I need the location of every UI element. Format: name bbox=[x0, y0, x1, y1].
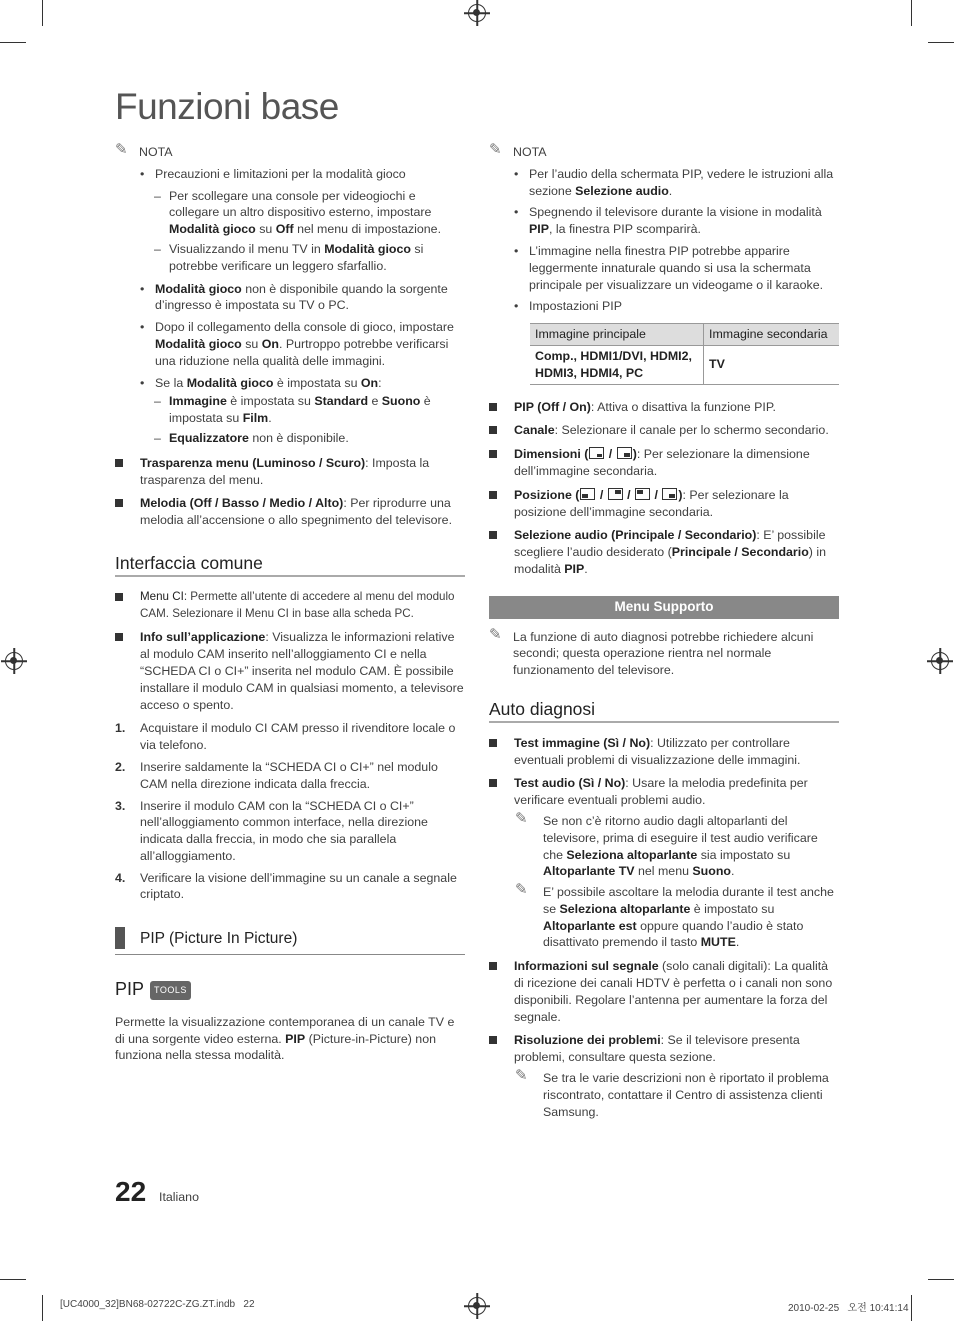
table-header-cell: Immagine principale bbox=[530, 324, 704, 346]
right-column bbox=[489, 141, 839, 1124]
registration-mark-icon bbox=[931, 652, 949, 670]
menu-option: Trasparenza menu (Luminoso / Scuro): Imposta la trasparenza del menu. bbox=[115, 455, 465, 489]
section-heading: Auto diagnosi bbox=[489, 701, 839, 723]
table-cell: Comp., HDMI1/DVI, HDMI2, HDMI3, HDMI4, PC bbox=[530, 345, 704, 384]
table-header-row bbox=[530, 324, 839, 346]
language-label: Italiano bbox=[159, 1190, 199, 1204]
print-timestamp: 2010-02-25 오전 10:41:14 bbox=[788, 1303, 909, 1314]
bullet-item: • Modalità gioco non è disponibile quando la sorgente d’ingresso è impostata su TV o PC. bbox=[115, 281, 465, 315]
size-small-icon bbox=[589, 447, 604, 459]
menu-option: Dimensioni ( / ): Per selezionare la dimensione dell’immagine secondaria. bbox=[489, 446, 839, 480]
note-heading: ✎ NOTA bbox=[115, 141, 173, 159]
file-info: [UC4000_32]BN68-02722C-ZG.ZT.indb 22 bbox=[60, 1299, 255, 1310]
bullet-item: • Se la Modalità gioco è impostata su On: bbox=[115, 375, 465, 392]
menu-option: Test audio (Sì / No): Usare la melodia predefinita per verificare eventuali problemi audio. bbox=[489, 775, 839, 809]
note-item: ✎ Se tra le varie descrizioni non è riportato il problema riscontrato, contattare il Centro di assistenza clienti Samsung. bbox=[515, 1067, 829, 1119]
page-title: Funzioni base bbox=[115, 86, 339, 127]
step-item: 3. Inserire il modulo CAM con la “SCHEDA CI o CI+” nell’alloggiamento common interface, nella direzione indicata dalla freccia, in modo che sia parallela all’alloggiamento. bbox=[115, 798, 428, 863]
bullet-item: • L’immagine nella finestra PIP potrebbe apparire leggermente innaturale quando si usa la schermata principale per visualizzare un videogame o il karaoke. bbox=[489, 243, 839, 293]
crop-mark bbox=[911, 1295, 912, 1321]
menu-option: Info sull’applicazione: Visualizza le informazioni relative al modulo CAM inserito nell’alloggiamento CI e nella “SCHEDA CI o CI+” inserita nel modulo CAM. È possibile installare il modulo CAM in qualsiasi momento, a televisore acceso o spento. bbox=[115, 629, 465, 713]
crop-mark bbox=[0, 42, 26, 43]
left-column bbox=[115, 141, 465, 1064]
menu-option: Selezione audio (Principale / Secondario): E’ possibile scegliere l’audio desiderato (Principale / Secondario) in modalità PIP. bbox=[489, 527, 839, 577]
pencil-icon: ✎ bbox=[489, 141, 502, 158]
bullet-item: • Impostazioni PIP bbox=[489, 298, 839, 315]
registration-mark-icon bbox=[5, 652, 23, 670]
menu-option: Informazioni sul segnale (solo canali digitali): La qualità di ricezione dei canali HDTV è perfetta o i canali non sono disponibili. Regolare l’antenna per aumentare la forza del segnale. bbox=[489, 958, 839, 1025]
crop-mark bbox=[0, 1279, 26, 1280]
pencil-icon: ✎ bbox=[515, 1067, 528, 1085]
dash-item: – Per scollegare una console per videogiochi e collegare un altro dispositivo esterno, impostare Modalità gioco su Off nel menu di impostazione. bbox=[115, 188, 465, 238]
position-bottom-left-icon bbox=[580, 488, 595, 500]
crop-mark bbox=[42, 0, 43, 26]
crop-mark bbox=[911, 0, 912, 26]
dash-item: – Equalizzatore non è disponibile. bbox=[115, 430, 465, 447]
note-heading: ✎ NOTA bbox=[489, 141, 547, 159]
menu-option: Risoluzione dei problemi: Se il televisore presenta problemi, consultare questa sezione. bbox=[489, 1032, 839, 1066]
page-number: 22 bbox=[115, 1176, 147, 1207]
registration-mark-icon bbox=[468, 1297, 486, 1315]
step-item: 1. Acquistare il modulo CI CAM presso il rivenditore locale o via telefono. bbox=[115, 721, 456, 753]
pip-settings-table bbox=[530, 323, 839, 384]
bullet-item: • Precauzioni e limitazioni per la modalità gioco bbox=[115, 166, 465, 183]
section-heading: Interfaccia comune bbox=[115, 555, 465, 577]
pip-description: Permette la visualizzazione contemporanea di un canale TV e di una sorgente video esterna. PIP (Picture-in-Picture) non funziona nella stessa modalità. bbox=[115, 1014, 455, 1063]
note-item: ✎ Se non c’è ritorno audio dagli altoparlanti del televisore, prima di eseguire il test audio verificare che Seleziona altoparlante sia impostato su Altoparlante TV nel menu Suono. bbox=[515, 809, 818, 879]
menu-option: Menu CI: Permette all’utente di accedere al menu del modulo CAM. Selezionare il Menu CI in base alla scheda PC. bbox=[115, 589, 465, 623]
pencil-icon: ✎ bbox=[515, 809, 528, 827]
table-row bbox=[530, 345, 839, 384]
step-item: 4. Verificare la visione dell’immagine su un canale a segnale criptato. bbox=[115, 870, 457, 902]
crop-mark bbox=[42, 1295, 43, 1321]
step-item: 2. Inserire saldamente la “SCHEDA CI o CI+” nel modulo CAM nella direzione indicata dalla freccia. bbox=[115, 759, 438, 791]
note-item: ✎ E’ possibile ascoltare la melodia durante il test anche se Seleziona altoparlante è impostato su Altoparlante est oppure quando l’audio è stato disattivato premendo il tasto MUTE. bbox=[515, 881, 834, 950]
crop-mark bbox=[928, 42, 954, 43]
pip-heading: PIP TOOLS bbox=[115, 981, 465, 1000]
size-large-icon bbox=[617, 447, 632, 459]
bullet-item: • Per l’audio della schermata PIP, vedere le istruzioni alla sezione Selezione audio. bbox=[489, 166, 839, 200]
registration-mark-icon bbox=[468, 4, 486, 22]
position-top-right-icon bbox=[608, 488, 623, 500]
menu-option: Posizione ( / / / ): Per selezionare la posizione dell’immagine secondaria. bbox=[489, 487, 839, 521]
tools-badge: TOOLS bbox=[150, 981, 191, 1000]
dash-item: – Immagine è impostata su Standard e Suono è impostata su Film. bbox=[115, 393, 465, 427]
crop-mark bbox=[928, 1279, 954, 1280]
position-top-left-icon bbox=[635, 488, 650, 500]
menu-option: PIP (Off / On): Attiva o disattiva la funzione PIP. bbox=[489, 399, 839, 416]
pencil-icon: ✎ bbox=[489, 625, 502, 643]
pencil-icon: ✎ bbox=[515, 881, 528, 899]
pencil-icon: ✎ bbox=[115, 141, 128, 158]
table-cell: TV bbox=[704, 345, 840, 384]
menu-option: Test immagine (Sì / No): Utilizzato per controllare eventuali problemi di visualizzazione delle immagini. bbox=[489, 735, 839, 769]
bullet-item: • Spegnendo il televisore durante la visione in modalità PIP, la finestra PIP scomparirà. bbox=[489, 204, 839, 238]
menu-option: Canale: Selezionare il canale per lo schermo secondario. bbox=[489, 422, 839, 439]
dash-item: – Visualizzando il menu TV in Modalità gioco si potrebbe verificare un leggero sfarfallio. bbox=[115, 241, 465, 275]
section-bar: Menu Supporto bbox=[489, 596, 839, 619]
bullet-item: • Dopo il collegamento della console di gioco, impostare Modalità gioco su On. Purtroppo potrebbe verificarsi una riduzione nella qualità delle immagini. bbox=[115, 319, 465, 369]
note-item: ✎ La funzione di auto diagnosi potrebbe richiedere alcuni secondi; questa operazione rientra nel normale funzionamento del televisore. bbox=[489, 625, 814, 678]
subsection-heading: PIP (Picture In Picture) bbox=[115, 925, 465, 955]
table-header-cell: Immagine secondaria bbox=[704, 324, 840, 346]
menu-option: Melodia (Off / Basso / Medio / Alto): Per riprodurre una melodia all’accensione o allo spegnimento del televisore. bbox=[115, 495, 465, 529]
position-bottom-right-icon bbox=[662, 488, 677, 500]
